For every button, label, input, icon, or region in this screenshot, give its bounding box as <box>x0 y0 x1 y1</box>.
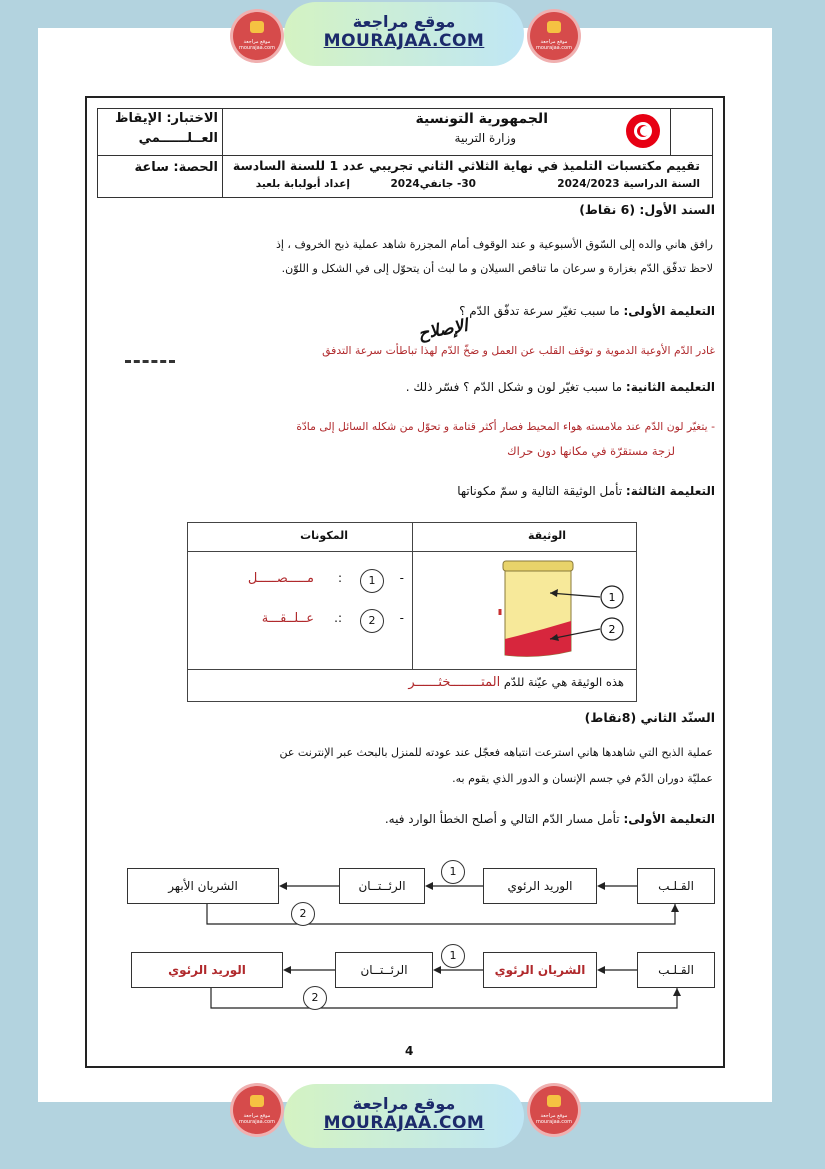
diagram2-box-pulmonary-artery: الشريان الرئوي <box>483 952 597 988</box>
site-name-en[interactable]: MOURAJAA.COM <box>323 31 485 51</box>
diagram2-num-2: 2 <box>303 986 327 1010</box>
diagram1-box-lungs: الرئــتــان <box>339 868 425 904</box>
diagram2-box-heart: القـلـب <box>637 952 715 988</box>
q1-1-answer: غادر الدّم الأوعية الدموية و توقف القلب عن العمل و ضخّ الدّم لهذا تباطأت سرعة التدفق <box>322 344 715 357</box>
q1-1 <box>459 304 715 318</box>
site-name-ar: موقع مراجعة <box>352 1094 456 1113</box>
blood-path-diagram-1 <box>127 858 723 954</box>
site-banner-bottom[interactable] <box>284 1084 524 1148</box>
tube-label-2: 2 <box>608 623 616 636</box>
site-name-ar: موقع مراجعة <box>352 12 456 31</box>
country-name: الجمهورية التونسية <box>415 111 548 127</box>
diagram1-box-heart: القـلـب <box>637 868 715 904</box>
q1-3 <box>457 484 715 498</box>
q1-3-label: التعليمة الثالثة: <box>625 484 715 498</box>
blood-path-diagram-2 <box>131 942 723 1038</box>
col-document: الوثيقة <box>527 529 566 542</box>
exam-header <box>97 108 713 198</box>
table-footer-text: هذه الوثيقة هي عيّنة للدّم <box>503 675 624 689</box>
diagram1-arrows <box>127 858 723 954</box>
section1-title: السند الأول: (6 نقاط) <box>579 202 715 217</box>
diagram2-arrows <box>131 942 723 1038</box>
table-footer-answer: المتــــــــخثــــــر <box>408 675 501 690</box>
section1-text-line1: رافق هاني والده إلى السّوق الأسبوعية و عند الوقوف أمام المجزرة شاهد عملية ذبح الخروف ، إذ <box>275 238 713 251</box>
exam-title: تقييم مكتسبات التلميذ في نهاية الثلاثي الثاني تجريبي عدد 1 للسنة السادسة <box>232 158 700 173</box>
item2-colon: :. <box>334 611 342 625</box>
q1-2-text: ما سبب تغيّر لون و شكل الدّم ؟ فسّر ذلك . <box>405 380 623 394</box>
correction-mark: الإصلاح <box>416 315 470 345</box>
badge-caption: موقع مراجعة mourajaa.com <box>238 39 275 51</box>
subject-word: العــلــــــمي <box>138 131 218 146</box>
author: إعداد أبولبابة بلعيد <box>255 178 350 190</box>
q2-1-label: التعليمة الأولى: <box>623 812 715 826</box>
item1-colon: : <box>337 571 342 585</box>
section2-title: السنّد الثاني (8نقاط) <box>584 710 715 725</box>
q1-2 <box>406 380 715 394</box>
item1-answer: مـــــصـــــل <box>247 571 314 586</box>
duration: الحصة: ساعة <box>134 160 218 175</box>
item2 <box>244 609 404 633</box>
q1-2-answer-line2: لزجة مستقرّة في مكانها دون حراك <box>507 444 675 458</box>
tube-label-1: 1 <box>608 591 616 604</box>
diagram1-box-aorta: الشريان الأبهر <box>127 868 279 904</box>
section1-text-line2: لاحظ تدفّق الدّم بغزارة و سرعان ما تناقص السيلان و ما لبث أن يتحوّل إلى في الشكل و اللوّن. <box>281 262 713 275</box>
tunisia-flag-icon <box>626 114 660 148</box>
exam-sheet <box>85 96 725 1068</box>
school-year: السنة الدراسية 2024/2023 <box>557 178 700 190</box>
badge-caption: موقع مراجعة mourajaa.com <box>535 39 572 51</box>
q1-1-text: ما سبب تغيّر سرعة تدفّق الدّم ؟ <box>459 304 620 318</box>
q1-2-label: التعليمة الثانية: <box>625 380 715 394</box>
q1-2-answer-line1: - يتغيّر لون الدّم عند ملامسته هواء المحيط فصار أكثر قتامة و تحوّل من شكله السائل إلى مادّة <box>296 420 715 433</box>
item1-number: 1 <box>360 569 384 593</box>
test-tube-illustration <box>488 559 628 663</box>
section2-text-line2: عمليّة دوران الدّم في جسم الإنسان و الدور الذي يقوم به. <box>452 772 713 785</box>
badge-caption: موقع مراجعة mourajaa.com <box>535 1113 572 1125</box>
item2-dash: - <box>399 611 404 625</box>
diagram1-num-1: 1 <box>441 860 465 884</box>
item2-answer: عــلــقـــة <box>261 611 314 626</box>
badge-caption: موقع مراجعة mourajaa.com <box>238 1113 275 1125</box>
subject-label: الاختبار: الإيقاظ <box>115 111 218 126</box>
site-name-en[interactable]: MOURAJAA.COM <box>323 1113 485 1133</box>
diagram1-num-2: 2 <box>291 902 315 926</box>
diagram2-num-1: 1 <box>441 944 465 968</box>
exam-date: 30- جانفي2024 <box>390 178 476 190</box>
section2-text-line1: عملية الذبح التي شاهدها هاني استرعت انتباهه فعجّل عند عودته للمنزل بالبحث عبر الإنترنت عن <box>279 746 713 759</box>
item1-dash: - <box>399 571 404 585</box>
diagram2-box-lungs: الرئــتــان <box>335 952 433 988</box>
site-banner-top[interactable] <box>284 2 524 66</box>
tube-rim <box>503 561 573 571</box>
item2-number: 2 <box>360 609 384 633</box>
ministry-name: وزارة التربية <box>454 131 516 145</box>
diagram1-box-pulmonary-vein: الوريد الرئوي <box>483 868 597 904</box>
site-badge-bottom-right <box>530 1086 578 1134</box>
site-badge-top-left <box>233 12 281 60</box>
q1-1-label: التعليمة الأولى: <box>623 304 715 318</box>
q2-1 <box>385 812 715 826</box>
blood-sample-table <box>187 522 637 702</box>
site-badge-bottom-left <box>233 1086 281 1134</box>
page-number: 4 <box>405 1044 414 1058</box>
col-components: المكونات <box>300 529 348 542</box>
q2-1-text: تأمل مسار الدّم التالي و أصلح الخطأ الوارد فيه. <box>384 812 620 826</box>
diagram2-box-pulmonary-vein: الوريد الرئوي <box>131 952 283 988</box>
table-footer <box>408 675 624 690</box>
item1 <box>244 569 404 593</box>
dashed-line <box>125 360 175 363</box>
q1-3-text: تأمل الوثيقة التالية و سمّ مكوناتها <box>457 484 623 498</box>
site-badge-top-right <box>530 12 578 60</box>
